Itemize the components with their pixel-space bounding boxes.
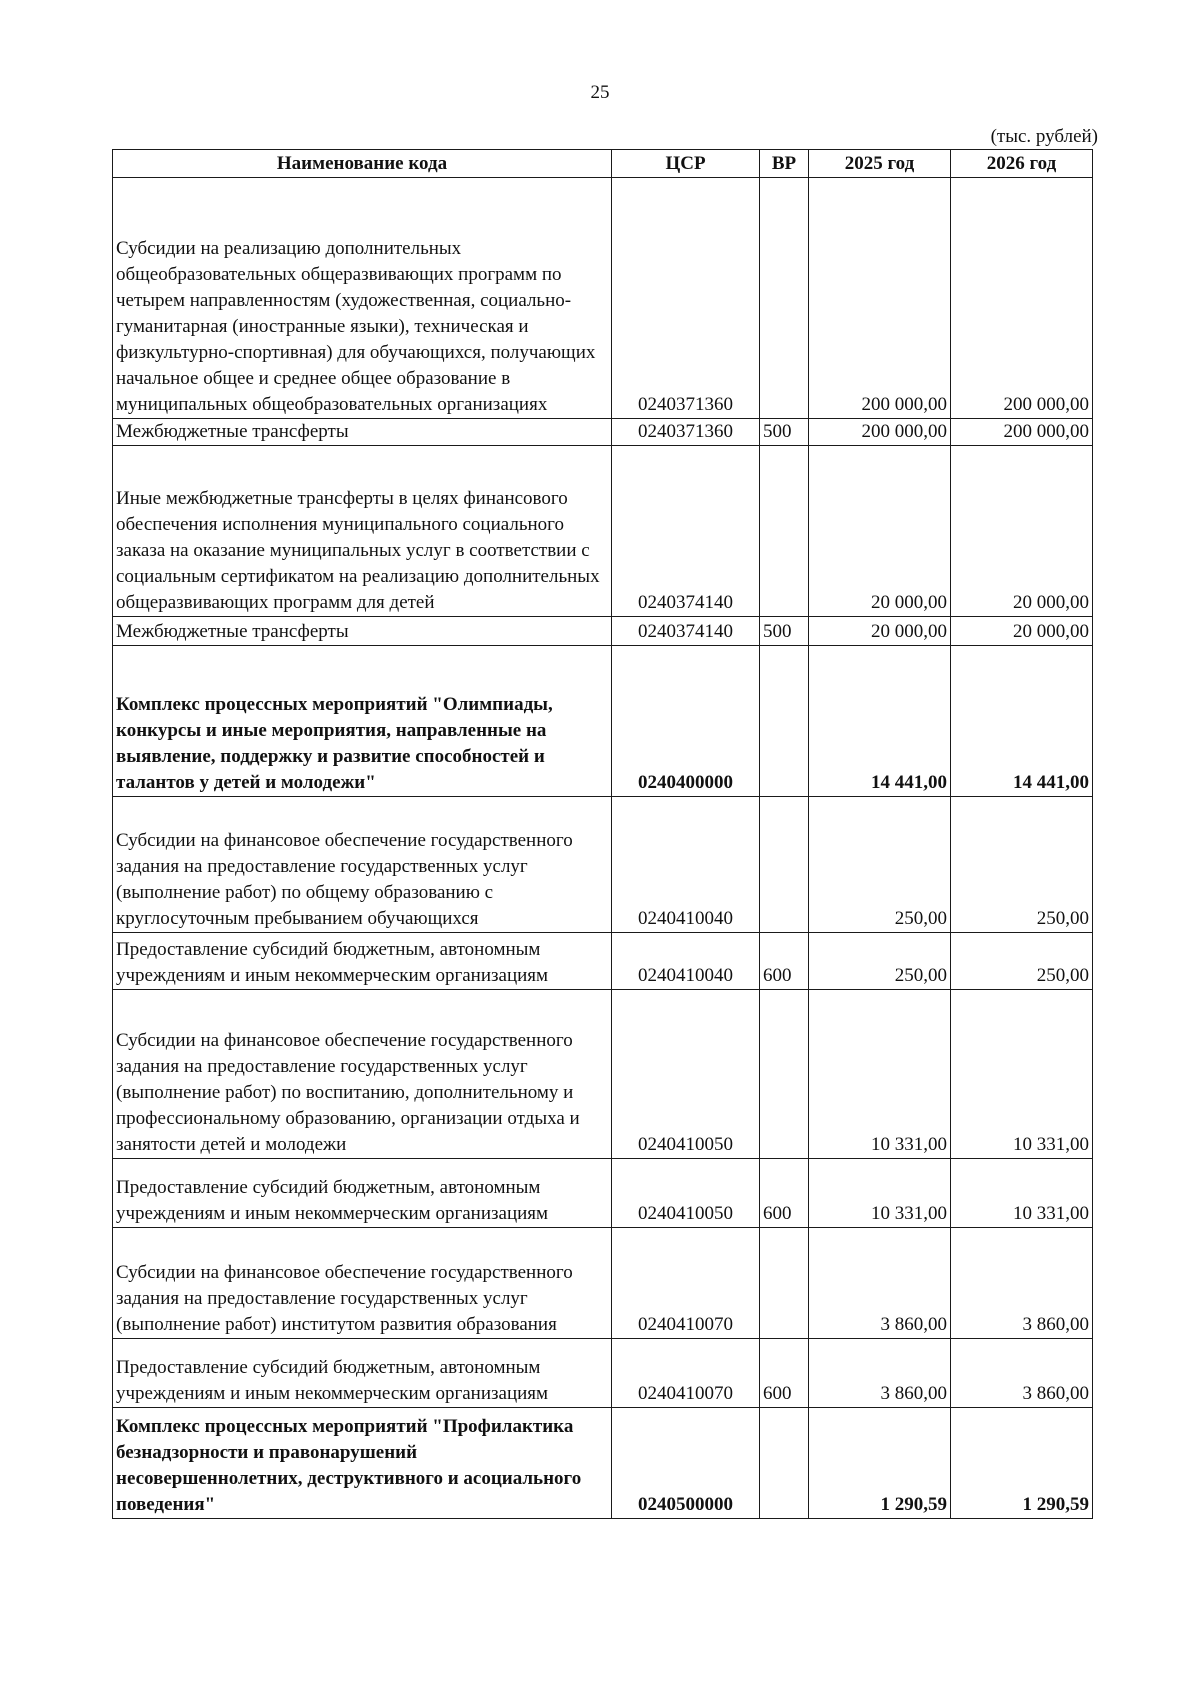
row-2026: 3 860,00 <box>951 1228 1093 1339</box>
table-row <box>113 617 1093 646</box>
row-name: Межбюджетные трансферты <box>113 419 612 446</box>
row-2026: 1 290,59 <box>951 1408 1093 1519</box>
row-2026: 3 860,00 <box>951 1339 1093 1408</box>
table-row <box>113 990 1093 1159</box>
row-2026: 14 441,00 <box>951 646 1093 797</box>
header-csr: ЦСР <box>612 150 760 178</box>
row-2025: 200 000,00 <box>809 419 951 446</box>
row-name: Субсидии на финансовое обеспечение государственного задания на предоставление государственных услуг (выполнение работ) по общему образованию с круглосуточным пребыванием обучающихся <box>113 797 612 933</box>
table-row <box>113 1159 1093 1228</box>
table-row <box>113 797 1093 933</box>
row-vr: 500 <box>760 617 809 646</box>
row-2025: 10 331,00 <box>809 990 951 1159</box>
table-row <box>113 933 1093 990</box>
row-2026: 200 000,00 <box>951 419 1093 446</box>
table-row <box>113 1228 1093 1339</box>
row-csr: 0240410040 <box>612 933 760 990</box>
row-csr: 0240410070 <box>612 1339 760 1408</box>
row-name: Предоставление субсидий бюджетным, автономным учреждениям и иным некоммерческим организациям <box>113 1159 612 1228</box>
row-2026: 20 000,00 <box>951 617 1093 646</box>
row-csr: 0240371360 <box>612 178 760 419</box>
row-2026: 10 331,00 <box>951 990 1093 1159</box>
table-row <box>113 419 1093 446</box>
row-vr <box>760 990 809 1159</box>
row-2025: 250,00 <box>809 797 951 933</box>
row-csr: 0240371360 <box>612 419 760 446</box>
row-csr: 0240410070 <box>612 1228 760 1339</box>
row-csr: 0240410040 <box>612 797 760 933</box>
row-2025: 20 000,00 <box>809 617 951 646</box>
header-name: Наименование кода <box>113 150 612 178</box>
row-vr <box>760 1228 809 1339</box>
row-name: Субсидии на реализацию дополнительных общеобразовательных общеразвивающих программ по четырем направленностям (художественная, социально-гуманитарная (иностранные языки), техническая и физкультурно-спортивная) для обучающихся, получающих начальное общее и среднее общее образование в муниципальных общеобразовательных организациях <box>113 178 612 419</box>
table-row <box>113 646 1093 797</box>
table-row <box>113 1408 1093 1519</box>
row-vr <box>760 1408 809 1519</box>
row-2025: 3 860,00 <box>809 1339 951 1408</box>
header-vr: ВР <box>760 150 809 178</box>
table-header-row <box>113 150 1093 178</box>
row-2026: 250,00 <box>951 797 1093 933</box>
row-2025: 10 331,00 <box>809 1159 951 1228</box>
row-2026: 200 000,00 <box>951 178 1093 419</box>
row-2025: 3 860,00 <box>809 1228 951 1339</box>
row-vr <box>760 446 809 617</box>
row-csr: 0240400000 <box>612 646 760 797</box>
row-name: Комплекс процессных мероприятий "Профилактика безнадзорности и правонарушений несовершеннолетних, деструктивного и асоциального поведения" <box>113 1408 612 1519</box>
units-label: (тыс. рублей) <box>990 126 1098 147</box>
row-vr: 600 <box>760 933 809 990</box>
row-csr: 0240374140 <box>612 617 760 646</box>
row-csr: 0240410050 <box>612 1159 760 1228</box>
header-2026: 2026 год <box>951 150 1093 178</box>
budget-table <box>112 149 1093 1519</box>
row-csr: 0240374140 <box>612 446 760 617</box>
row-name: Субсидии на финансовое обеспечение государственного задания на предоставление государственных услуг (выполнение работ) институтом развития образования <box>113 1228 612 1339</box>
row-name: Предоставление субсидий бюджетным, автономным учреждениям и иным некоммерческим организациям <box>113 933 612 990</box>
row-vr: 600 <box>760 1339 809 1408</box>
row-2026: 10 331,00 <box>951 1159 1093 1228</box>
row-vr <box>760 797 809 933</box>
row-name: Межбюджетные трансферты <box>113 617 612 646</box>
row-name: Иные межбюджетные трансферты в целях финансового обеспечения исполнения муниципального социального заказа на оказание муниципальных услуг в соответствии с социальным сертификатом на реализацию дополнительных общеразвивающих программ для детей <box>113 446 612 617</box>
row-2026: 250,00 <box>951 933 1093 990</box>
row-2025: 1 290,59 <box>809 1408 951 1519</box>
header-2025: 2025 год <box>809 150 951 178</box>
row-name: Субсидии на финансовое обеспечение государственного задания на предоставление государственных услуг (выполнение работ) по воспитанию, дополнительному и профессиональному образованию, организации отдыха и занятости детей и молодежи <box>113 990 612 1159</box>
row-name: Предоставление субсидий бюджетным, автономным учреждениям и иным некоммерческим организациям <box>113 1339 612 1408</box>
row-2025: 250,00 <box>809 933 951 990</box>
row-csr: 0240410050 <box>612 990 760 1159</box>
row-vr <box>760 646 809 797</box>
table-row <box>113 1339 1093 1408</box>
row-vr: 600 <box>760 1159 809 1228</box>
row-csr: 0240500000 <box>612 1408 760 1519</box>
row-2025: 14 441,00 <box>809 646 951 797</box>
page-number: 25 <box>590 82 610 103</box>
row-2026: 20 000,00 <box>951 446 1093 617</box>
row-2025: 200 000,00 <box>809 178 951 419</box>
row-2025: 20 000,00 <box>809 446 951 617</box>
row-vr <box>760 178 809 419</box>
table-row <box>113 446 1093 617</box>
row-name: Комплекс процессных мероприятий "Олимпиады, конкурсы и иные мероприятия, направленные на выявление, поддержку и развитие способностей и талантов у детей и молодежи" <box>113 646 612 797</box>
table-row <box>113 178 1093 419</box>
row-vr: 500 <box>760 419 809 446</box>
